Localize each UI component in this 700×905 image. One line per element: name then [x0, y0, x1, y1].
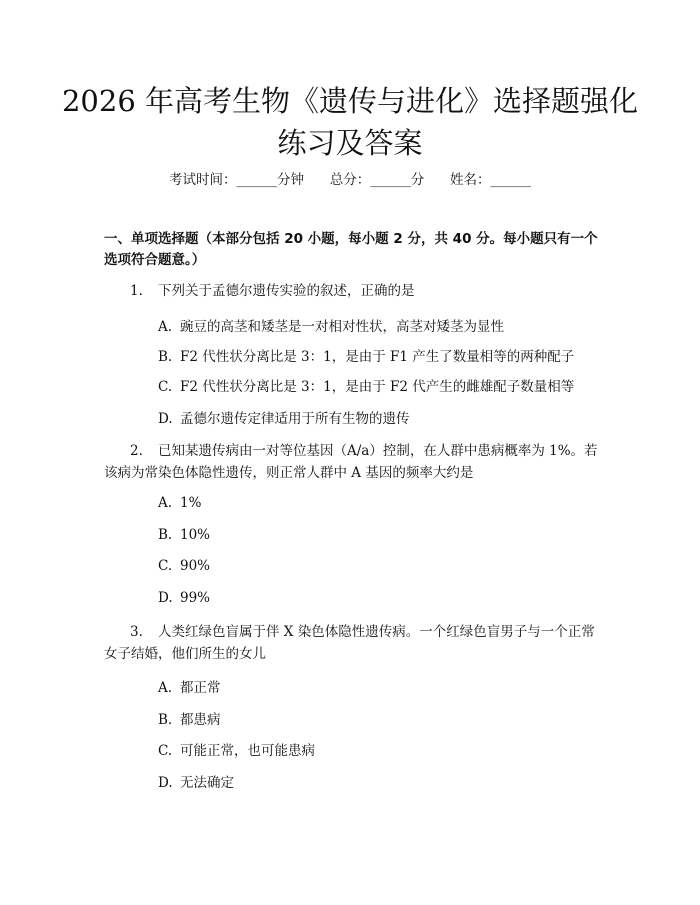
- section-heading-line-1: 一、单项选择题（本部分包括 20 小题，每小题 2 分，共 40 分。每小题只有一个: [104, 231, 598, 247]
- option-text: 90%: [180, 558, 211, 574]
- option-letter: A.: [158, 680, 173, 696]
- option-text: 豌豆的高茎和矮茎是一对相对性状，高茎对矮茎为显性: [180, 319, 504, 335]
- question-number: 1.: [130, 283, 143, 299]
- question-1-option-a: [158, 315, 504, 335]
- question-2-option-c: [158, 558, 210, 574]
- question-2-option-a: [158, 495, 201, 511]
- option-text: 无法确定: [180, 775, 234, 791]
- question-1-option-b: [158, 345, 574, 365]
- question-text-line-2: 该病为常染色体隐性遗传，则正常人群中 A 基因的频率大约是: [104, 465, 474, 481]
- option-text: 可能正常，也可能患病: [180, 743, 315, 759]
- question-number: 2.: [130, 443, 143, 459]
- question-text: 下列关于孟德尔遗传实验的叙述，正确的是: [158, 283, 415, 299]
- question-3-option-b: [158, 708, 221, 728]
- question-2-stem: [104, 440, 600, 484]
- option-letter: D.: [158, 775, 173, 791]
- option-text: 10%: [180, 527, 211, 543]
- question-3-option-c: [158, 739, 315, 759]
- title-line-1: 2026 年高考生物《遗传与进化》选择题强化: [61, 84, 639, 118]
- option-letter: A.: [158, 319, 173, 335]
- option-letter: D.: [158, 590, 173, 606]
- question-2-option-d: [158, 590, 210, 606]
- question-1-stem: [130, 280, 415, 302]
- option-text: 99%: [180, 590, 211, 606]
- question-text-line-1: 人类红绿色盲属于伴 X 染色体隐性遗传病。一个红绿色盲男子与一个正常: [158, 624, 595, 640]
- question-3-stem: [104, 621, 600, 665]
- option-text: 1%: [180, 495, 202, 511]
- title-line-2: 练习及答案: [277, 126, 423, 160]
- option-letter: B.: [158, 349, 173, 365]
- option-letter: B.: [158, 712, 173, 728]
- section-heading-line-2: 选项符合题意。）: [104, 252, 206, 268]
- question-text-line-2: 女子结婚，他们所生的女儿: [104, 646, 266, 662]
- option-letter: C.: [158, 379, 173, 395]
- question-1-option-d: [158, 407, 410, 427]
- question-3-option-d: [158, 771, 234, 791]
- option-letter: A.: [158, 495, 173, 511]
- question-2-option-b: [158, 527, 210, 543]
- option-text: F2 代性状分离比是 3：1，是由于 F2 代产生的雌雄配子数量相等: [180, 379, 575, 395]
- question-3-option-a: [158, 676, 221, 696]
- option-letter: D.: [158, 411, 173, 427]
- question-number: 3.: [130, 624, 143, 640]
- option-text: 都正常: [180, 680, 221, 696]
- option-text: 都患病: [180, 712, 221, 728]
- option-letter: C.: [158, 743, 173, 759]
- question-text-line-1: 已知某遗传病由一对等位基因（A/a）控制，在人群中患病概率为 1%。若: [158, 443, 598, 459]
- section-heading: [104, 229, 600, 271]
- document-title: [60, 80, 640, 164]
- option-letter: C.: [158, 558, 173, 574]
- option-letter: B.: [158, 527, 173, 543]
- exam-info-line: 考试时间：______分钟 总分：______分 姓名：______: [169, 172, 531, 188]
- option-text: 孟德尔遗传定律适用于所有生物的遗传: [180, 411, 410, 427]
- question-1-option-c: [158, 375, 574, 395]
- option-text: F2 代性状分离比是 3：1，是由于 F1 产生了数量相等的两种配子: [180, 349, 575, 365]
